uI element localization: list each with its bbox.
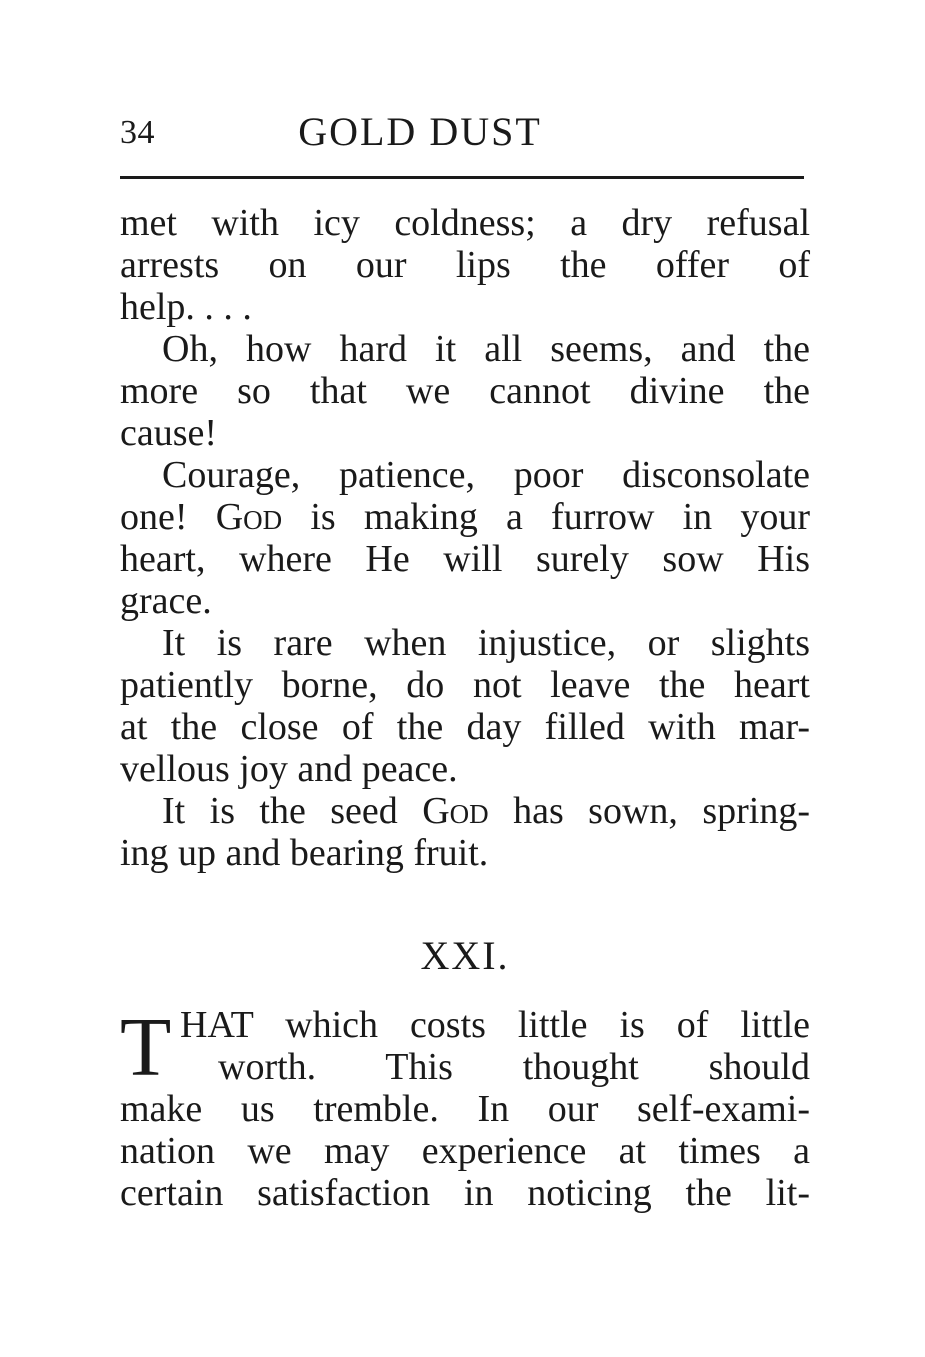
text-line: more so that we cannot divine the: [120, 370, 810, 412]
text-line: Courage, patience, poor disconsolate: [162, 454, 810, 496]
text-fragment: It is the seed: [162, 790, 423, 832]
text-line: nation we may experience at times a: [120, 1130, 810, 1172]
text-line: Oh, how hard it all seems, and the: [162, 328, 810, 370]
text-line: worth. This thought should: [218, 1046, 810, 1088]
text-fragment: is making a furrow in your: [282, 496, 810, 538]
small-caps-word: God: [215, 496, 283, 538]
text-line: It is rare when injustice, or slights: [162, 622, 810, 664]
body-text: [120, 202, 810, 874]
text-line: ing up and bearing fruit.: [120, 832, 489, 874]
text-line: grace.: [120, 580, 212, 622]
text-line: help. . . .: [120, 286, 252, 328]
text-line: [120, 496, 810, 538]
text-line: vellous joy and peace.: [120, 748, 458, 790]
small-caps-word: God: [422, 790, 489, 832]
text-line: HAT which costs little is of little: [180, 1004, 810, 1046]
page-number: 34: [120, 114, 155, 151]
text-line: patiently borne, do not leave the heart: [120, 664, 810, 706]
text-line: at the close of the day filled with mar-: [120, 706, 810, 748]
text-line: met with icy coldness; a dry refusal: [120, 202, 810, 244]
text-line: make us tremble. In our self-exami-: [120, 1088, 810, 1130]
page-header: [120, 108, 810, 158]
text-line: [120, 790, 810, 832]
text-line: certain satisfaction in noticing the lit-: [120, 1172, 810, 1214]
text-line: cause!: [120, 412, 218, 454]
text-fragment: has sown, spring-: [488, 790, 810, 832]
drop-cap: T: [120, 1001, 172, 1094]
text-fragment: one!: [120, 496, 216, 538]
running-title: GOLD DUST: [298, 109, 542, 154]
section-heading: XXI.: [420, 933, 510, 978]
header-rule: [120, 176, 804, 179]
section-paragraph: [120, 1001, 810, 1214]
text-line: arrests on our lips the offer of: [120, 244, 810, 286]
text-line: heart, where He will surely sow His: [120, 538, 810, 580]
